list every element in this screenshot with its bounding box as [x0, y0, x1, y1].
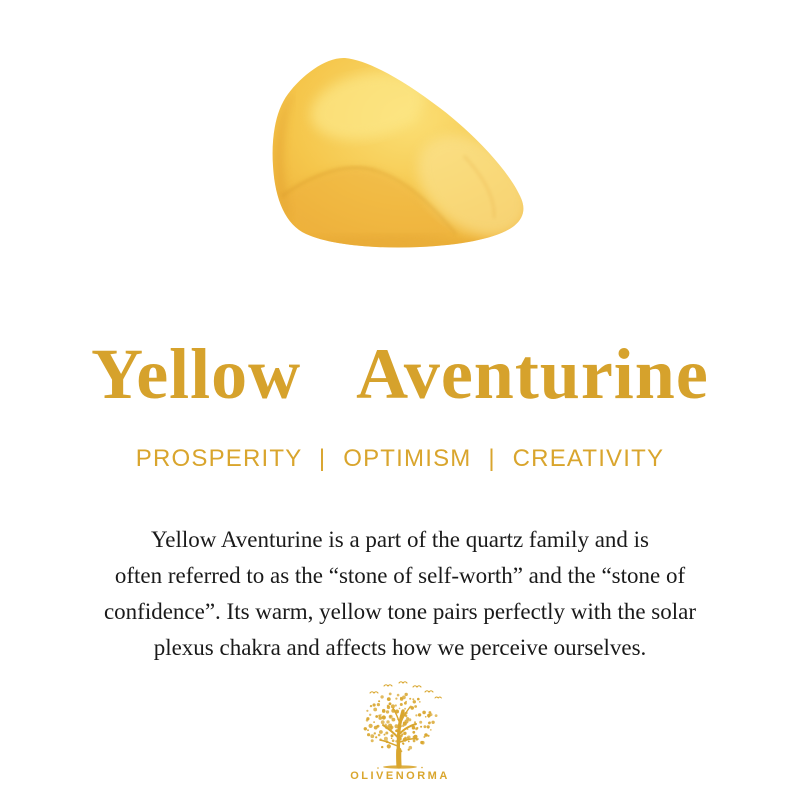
bird-icon — [399, 682, 407, 683]
bird-icon — [435, 697, 441, 698]
tagline: PROSPERITY | OPTIMISM | CREATIVITY — [135, 445, 665, 472]
description-line: Yellow Aventurine is a part of the quartz family and is — [150, 527, 649, 552]
description-line: plexus chakra and affects how we perceive ourselves. — [153, 635, 647, 660]
description-line: confidence”. Its warm, yellow tone pairs perfectly with the solar — [103, 599, 697, 624]
brand-logo — [0, 680, 800, 790]
olive-tree-logo-icon — [348, 680, 452, 770]
bird-icon — [370, 692, 378, 693]
brand-name: OLIVENORMA — [350, 770, 450, 782]
gemstone-image — [268, 48, 532, 252]
bird-icon — [413, 686, 421, 687]
description-line: often referred to as the “stone of self-worth” and the “stone of — [114, 563, 686, 588]
bird-icon — [384, 685, 392, 686]
description — [0, 522, 800, 666]
bird-icon — [425, 691, 433, 692]
page-title: Yellow Aventurine — [91, 334, 709, 414]
